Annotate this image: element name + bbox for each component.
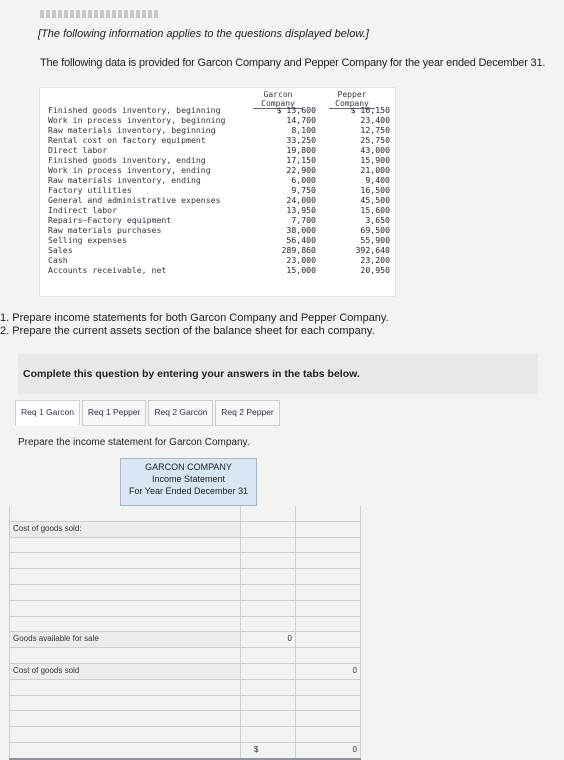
label-cell[interactable] [9,711,241,726]
label-cell[interactable] [9,743,241,758]
pepper-value: 12,750 [360,125,390,135]
statement-row [9,538,361,554]
total-cell[interactable] [296,648,361,663]
garcon-value: 22,900 [286,165,316,175]
tab-req1-garcon[interactable]: Req 1 Garcon [15,400,80,426]
statement-row [9,648,361,664]
total-cell[interactable] [296,727,361,742]
data-row [48,145,398,155]
prepare-prompt: Prepare the income statement for Garcon Company. [18,437,250,448]
data-row [48,175,398,185]
garcon-value: 13,950 [286,205,316,215]
data-rows [48,105,398,275]
data-row [48,265,398,275]
pepper-value: 21,000 [360,165,390,175]
row-label: General and administrative expenses [48,195,221,205]
statement-row [9,522,361,538]
total-cell[interactable] [296,553,361,568]
label-cell[interactable] [9,696,241,711]
statement-row [9,585,361,601]
data-row [48,165,398,175]
data-row [48,155,398,165]
statement-row [9,711,361,727]
data-row [48,105,398,115]
amount-cell[interactable] [240,617,296,632]
statement-title: Income Statement [151,474,226,484]
amount-cell[interactable] [240,680,296,695]
total-cell[interactable] [296,696,361,711]
cogs-value: 0 [352,665,357,675]
question-text: The following data is provided for Garcon Company and Pepper Company for the year ended December 31. [40,57,546,69]
statement-row [9,553,361,569]
statement-row [9,617,361,633]
garcon-value: 33,250 [286,135,316,145]
row-label: Selling expenses [48,235,127,245]
label-cell [9,522,241,537]
statement-row [9,727,361,743]
pepper-value: 55,900 [360,235,390,245]
income-statement-grid [9,506,361,760]
statement-company: GARCON COMPANY [145,462,232,472]
amount-cell [240,522,296,537]
tab-bar [15,400,282,424]
statement-header [120,458,257,506]
amount-cell [240,632,296,647]
cogs-label: Cost of goods sold [13,665,80,675]
data-row [48,205,398,215]
data-row [48,135,398,145]
pepper-value: 15,600 [360,205,390,215]
garcon-value: $ 13,600 [276,105,316,115]
pepper-value: 23,400 [360,115,390,125]
total-cell [296,743,361,758]
label-cell[interactable] [9,538,241,553]
statement-row [9,664,361,680]
label-cell[interactable] [9,601,241,616]
data-row [48,255,398,265]
statement-row [9,743,361,760]
statement-row [9,696,361,712]
label-cell[interactable] [9,727,241,742]
garcon-value: 56,400 [286,235,316,245]
garcon-value: 15,000 [286,265,316,275]
garcon-value: 289,860 [281,245,316,255]
pepper-value: 15,900 [360,155,390,165]
label-cell [9,664,241,679]
pepper-value: 45,500 [360,195,390,205]
total-cell[interactable] [296,585,361,600]
data-row [48,115,398,125]
total-cell [296,522,361,537]
label-cell[interactable] [9,506,241,521]
amount-cell [240,743,296,758]
data-row [48,225,398,235]
total-cell [296,632,361,647]
requirement-1: 1. Prepare income statements for both Garcon Company and Pepper Company. [0,312,389,324]
pepper-value: 69,500 [360,225,390,235]
tab-req2-pepper[interactable]: Req 2 Pepper [215,400,279,426]
garcon-value: 9,750 [291,185,316,195]
goods-available-label: Goods available for sale [13,634,99,644]
amount-cell[interactable] [240,585,296,600]
amount-cell[interactable] [240,648,296,663]
row-label: Repairs—Factory equipment [48,215,172,225]
pepper-value: 43,000 [360,145,390,155]
row-label: Sales [48,245,73,255]
pepper-column-header: Pepper Company [329,90,375,109]
pepper-value: 392,640 [355,245,390,255]
data-row [48,195,398,205]
requirement-2: 2. Prepare the current assets section of the balance sheet for each company. [0,325,375,337]
label-cell[interactable] [9,585,241,600]
row-label: Rental cost on factory equipment [48,135,206,145]
total-cell[interactable] [296,711,361,726]
pepper-value: 23,200 [360,255,390,265]
row-label: Accounts receivable, net [48,265,167,275]
total-cell[interactable] [296,680,361,695]
garcon-value: 17,150 [286,155,316,165]
statement-row [9,632,361,648]
garcon-value: 6,000 [291,175,316,185]
row-label: Raw materials inventory, beginning [48,125,216,135]
amount-cell[interactable] [240,538,296,553]
instruction-banner [18,354,538,394]
complete-prompt: Complete this question by entering your answers in the tabs below. [23,368,360,380]
pepper-value: 25,750 [360,135,390,145]
garcon-value: 8,100 [291,125,316,135]
total-cell[interactable] [296,506,361,521]
row-label: Finished goods inventory, ending [48,155,206,165]
statement-row [9,569,361,585]
label-cell[interactable] [9,569,241,584]
amount-cell[interactable] [240,553,296,568]
cropped-header-text [40,10,160,18]
row-label: Factory utilities [48,185,132,195]
row-label: Direct labor [48,145,108,155]
pepper-value: $ 16,150 [350,105,390,115]
amount-cell[interactable] [240,601,296,616]
row-label: Raw materials inventory, ending [48,175,201,185]
pepper-value: 9,400 [365,175,390,185]
garcon-value: 23,000 [286,255,316,265]
pepper-value: 16,500 [360,185,390,195]
amount-cell[interactable] [240,696,296,711]
statement-row [9,601,361,617]
label-cell[interactable] [9,680,241,695]
total-cell[interactable] [296,569,361,584]
amount-cell[interactable] [240,569,296,584]
row-label: Raw materials purchases [48,225,162,235]
row-label: Work in process inventory, beginning [48,115,226,125]
data-row [48,185,398,195]
row-label: Finished goods inventory, beginning [48,105,221,115]
amount-cell [240,664,296,679]
garcon-value: 7,700 [291,215,316,225]
amount-cell[interactable] [240,711,296,726]
label-cell[interactable] [9,617,241,632]
garcon-value: 24,000 [286,195,316,205]
requirements-list [0,312,389,338]
tab-req1-pepper[interactable]: Req 1 Pepper [82,400,146,426]
statement-row [9,680,361,696]
total-cell[interactable] [296,538,361,553]
final-dollar-sign: $ [254,744,259,754]
row-label: Indirect labor [48,205,118,215]
row-label: Cash [48,255,68,265]
amount-cell[interactable] [240,727,296,742]
statement-period: For Year Ended December 31 [128,486,249,496]
total-cell [296,664,361,679]
row-label: Work in process inventory, ending [48,165,211,175]
goods-available-value: 0 [287,634,292,644]
label-cell [9,632,241,647]
total-cell[interactable] [296,601,361,616]
intro-text: [The following information applies to the questions displayed below.] [38,28,369,40]
data-table [40,88,395,296]
label-cell[interactable] [9,648,241,663]
tab-req2-garcon[interactable]: Req 2 Garcon [148,400,213,426]
label-cell[interactable] [9,553,241,568]
data-row [48,125,398,135]
amount-cell[interactable] [240,506,296,521]
garcon-value: 38,000 [286,225,316,235]
garcon-column-header: Garcon Company [253,90,303,109]
pepper-value: 3,650 [365,215,390,225]
cogs-section-label: Cost of goods sold: [13,523,82,533]
total-cell[interactable] [296,617,361,632]
data-row [48,245,398,255]
garcon-value: 14,700 [286,115,316,125]
garcon-value: 19,800 [286,145,316,155]
statement-row [9,506,361,522]
pepper-value: 20,950 [360,265,390,275]
data-row [48,235,398,245]
data-row [48,215,398,225]
final-value: 0 [352,744,357,754]
